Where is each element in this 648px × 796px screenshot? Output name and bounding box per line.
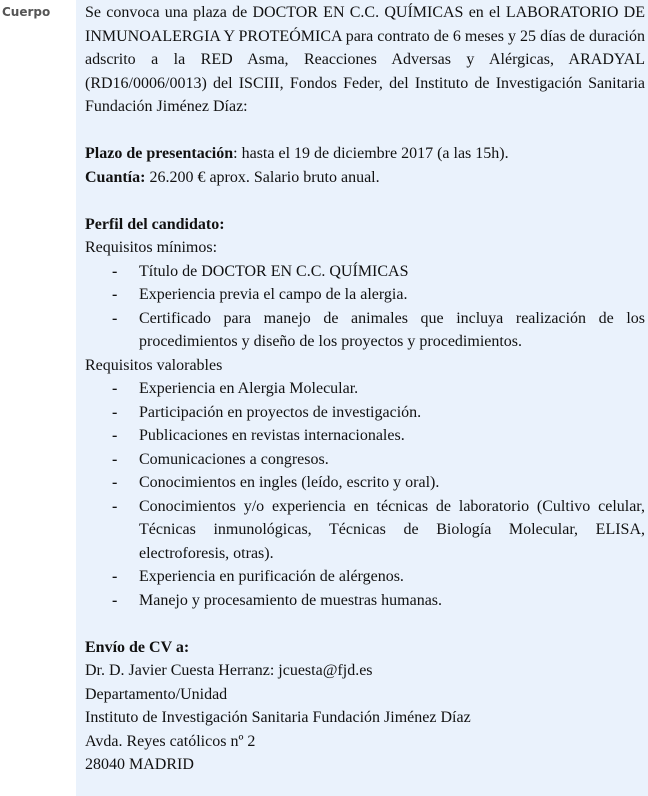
list-item: - Experiencia en Alergia Molecular. <box>85 377 645 401</box>
field-label: Cuerpo <box>0 0 76 796</box>
valued-requirements-list <box>85 377 645 612</box>
salary-line <box>85 166 645 190</box>
list-item: - Comunicaciones a congresos. <box>85 448 645 472</box>
deadline-label: Plazo de presentación <box>85 145 234 162</box>
bullet-dash: - <box>112 286 118 303</box>
list-item: - Conocimientos y/o experiencia en técnicas de laboratorio (Cultivo celular, Técnicas inmunológicas, Técnicas de Biología Molecular, ELISA, electroforesis, otras). <box>85 495 645 566</box>
city-line: 28040 MADRID <box>85 756 194 773</box>
profile-heading: Perfil del candidato: <box>85 215 225 233</box>
bullet-dash: - <box>112 497 118 515</box>
bullet-dash: - <box>112 309 118 327</box>
list-item: - Experiencia en purificación de alérgenos. <box>85 565 645 589</box>
list-item: - Experiencia previa el campo de la alergia. <box>85 283 645 307</box>
list-item: - Título de DOCTOR EN C.C. QUÍMICAS <box>85 260 645 284</box>
bullet-dash: - <box>112 380 118 397</box>
bullet-dash: - <box>112 591 118 609</box>
list-item: - Publicaciones en revistas internacionales. <box>85 424 645 448</box>
salary-value: 26.200 € aprox. Salario bruto anual. <box>145 168 380 186</box>
contact-line: Dr. D. Javier Cuesta Herranz: jcuesta@fjd.es <box>85 662 373 679</box>
address-line: Avda. Reyes católicos nº 2 <box>85 732 256 750</box>
bullet-dash: - <box>112 568 118 585</box>
deadline-value: : hasta el 19 de diciembre 2017 (a las 15h). <box>233 145 509 162</box>
min-requirements-heading: Requisitos mínimos: <box>85 239 218 256</box>
intro-paragraph: Se convoca una plaza de DOCTOR EN C.C. QUÍMICAS en el LABORATORIO DE INMUNOALERGIA Y PROTEÓMICA para contrato de 6 meses y 25 días de duración adscrito a la RED Asma, Reacciones Adversas y Alérgicas, ARADYAL (RD16/0006/0013) del ISCIII, Fondos Feder, del Instituto de Investigación Sanitaria Fundación Jiménez Díaz: <box>85 4 645 115</box>
salary-label: Cuantía: <box>85 168 146 186</box>
list-item: - Certificado para manejo de animales que incluya realización de los procedimientos y diseño de los proyectos y procedimientos. <box>85 307 645 354</box>
body-content <box>76 0 648 796</box>
bullet-dash: - <box>112 403 118 421</box>
valued-requirements-heading: Requisitos valorables <box>85 356 223 374</box>
deadline-line <box>85 142 645 166</box>
list-item: - Participación en proyectos de investigación. <box>85 401 645 425</box>
bullet-dash: - <box>112 427 118 444</box>
bullet-dash: - <box>112 474 118 491</box>
min-requirements-list <box>85 260 645 354</box>
bullet-dash: - <box>112 262 118 280</box>
bullet-dash: - <box>112 450 118 468</box>
list-item: - Manejo y procesamiento de muestras humanas. <box>85 589 645 613</box>
list-item: - Conocimientos en ingles (leído, escrito y oral). <box>85 471 645 495</box>
department-line: Departamento/Unidad <box>85 685 228 703</box>
institute-line: Instituto de Investigación Sanitaria Fundación Jiménez Díaz <box>85 709 471 726</box>
cv-heading: Envío de CV a: <box>85 638 190 656</box>
